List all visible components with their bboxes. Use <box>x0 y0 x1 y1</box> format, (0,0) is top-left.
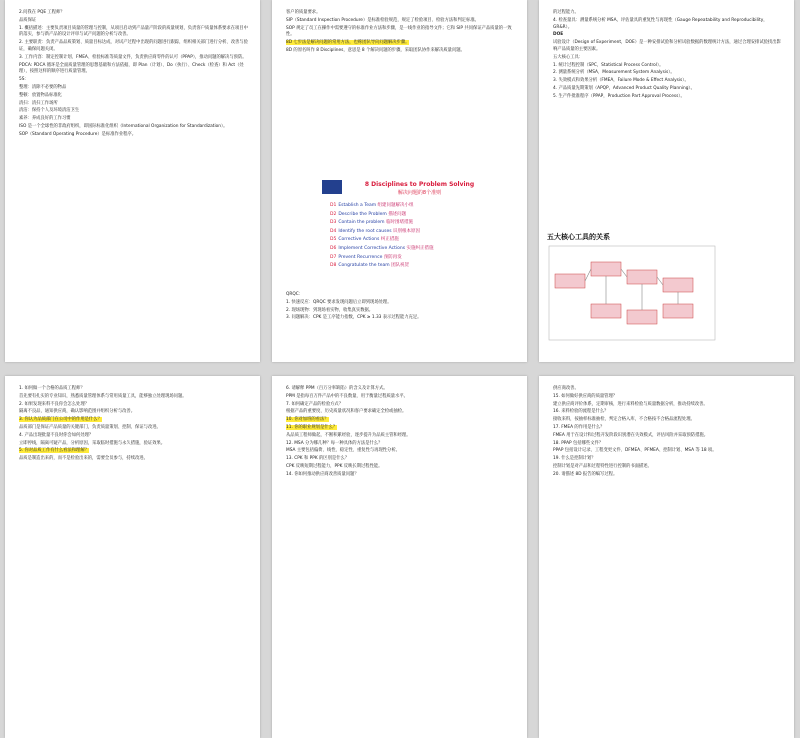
list-item: D2 Describe the Problem 描述问题 <box>330 211 407 217</box>
page-5-text <box>286 386 515 480</box>
paragraph: 2.问我在 PQE 工程师？ <box>19 10 65 15</box>
list-item: D8 Congratulate the team 团队祝贺 <box>330 263 410 269</box>
page-4-text <box>19 386 248 464</box>
paragraph: 的过程能力。 <box>553 10 579 15</box>
paragraph: 首先要有扎实的专业知识，熟悉质量管理体系与常用质量工具，能够独立处理现场问题。 <box>19 393 187 399</box>
paragraph: 隔离不良品，通知供应商，确认影响范围并组织分析与改善。 <box>19 409 136 415</box>
figure-title: 8 Disciplines to Problem Solving <box>364 181 475 188</box>
paragraph: 3. 工作内容：制定控制计划、FMEA、检验标准等质量文件，负责供应商零件的认可（PPAP），推动问题的解决与预防。 <box>19 54 247 60</box>
list-item: D1 Establish a Team 组建问题解决小组 <box>330 203 414 208</box>
paragraph: 4. 产品质量先期策划（APQP，Advanced Product Quality Planning）。 <box>553 85 695 91</box>
list-item: D4 Identify the root causes 识别根本原因 <box>330 228 420 234</box>
paragraph: 1. 快速反应：QRQC 要求发现问题后立即到现场处理。 <box>286 299 392 305</box>
paragraph: 2. 如果发现来料不良你会怎么处理？ <box>19 401 89 407</box>
paragraph: ISO 是一个全球性的非政府组织，即国际标准化组织（International Organization for Standardization）。 <box>19 123 228 129</box>
five-core-tools-figure <box>547 232 717 342</box>
figure-subtitle: 解决问题的8个准则 <box>397 190 442 196</box>
figure-title: 五大核心工具的关系 <box>547 233 610 241</box>
paragraph: 6. 请解释 PPM（百万分率缺陷）的含义及计算方式。 <box>286 386 388 391</box>
document-page-6 <box>539 376 794 738</box>
page-3-text <box>553 10 782 102</box>
paragraph: 5S： <box>19 77 29 83</box>
paragraph: 立即停线，隔离可疑产品，分析原因，采取临时措施与永久措施，验证效果。 <box>19 440 166 446</box>
highlighted-text: 5. 你对品质工作有什么看法和理解？ <box>19 448 89 454</box>
paragraph: 清扫：清扫工作场所 <box>19 100 58 106</box>
paragraph: 品质部门是保证产品质量的关键部门，负责质量策划、控制、保证与改进。 <box>19 424 161 430</box>
paragraph <box>286 425 515 432</box>
page-1-text <box>19 10 248 140</box>
paragraph: 19. 什么是控制计划？ <box>553 456 596 462</box>
document-page-5 <box>272 376 527 738</box>
core-tools-diagram <box>547 244 717 342</box>
list-item: D3 Contain the problem 临时围堵措施 <box>330 220 414 226</box>
paragraph: 15. 如何做好供应商的质量管理？ <box>553 393 618 399</box>
paragraph: 12. MSA 分为哪几种？每一种具体的方法是什么？ <box>286 440 383 446</box>
paragraph: PPAP 包括设计记录、工程变更文件、DFMEA、PFMEA、控制计划、MSA 等 18 项。 <box>553 448 717 454</box>
paragraph: 17. FMEA 的作用是什么？ <box>553 424 605 430</box>
highlighted-text: 10. 你对加班的看法？ <box>286 417 329 423</box>
paragraph: 8D 的原名叫作 8 Disciplines，意思是 8 个解决问题的步骤，采取团队协作来解决质量问题。 <box>286 47 465 53</box>
paragraph: FMEA 用于在设计和过程开发阶段识别潜在失效模式，评估风险并采取预防措施。 <box>553 432 708 438</box>
paragraph: 清洁：保持个人及环境清洁卫生 <box>19 108 80 114</box>
page-2-text-after <box>286 292 515 323</box>
paragraph: 控制计划是对产品和过程特性进行控制的书面描述。 <box>553 463 652 469</box>
paragraph: SOP 规定了员工在操作中需要遵守的标准作业方法和步骤，是一线作业的指导文件；它和 SIP 共同保证产品质量的一致性。 <box>286 25 512 38</box>
paragraph: 18. PPAP 包括哪些文件？ <box>553 440 604 446</box>
paragraph: 根据产品的重要度、历史质量状况和客户要求确定全检或抽检。 <box>286 409 407 415</box>
document-page-3 <box>539 0 794 362</box>
paragraph: 5. 生产件批准程序（PPAP，Production Part Approval Process）。 <box>553 93 685 99</box>
paragraph <box>286 40 515 47</box>
highlighted-text: 3. 你认为品质部门在公司中的作用是什么？ <box>19 417 102 423</box>
paragraph: 13. CPK 和 PPK 的区别是什么？ <box>286 456 350 462</box>
paragraph <box>19 448 248 455</box>
paragraph: 1. 概括描述：主要负责项目质量的管理与控制，从项目启动到产品量产阶段的质量规划，负责客户质量体系要求在项目中的落实，参与新产品的设计评审与试产问题的分析与改善。 <box>19 25 248 38</box>
paragraph: 2. 测量系统分析（MSA，Measurement System Analysis）。 <box>553 70 675 76</box>
document-page-4 <box>5 376 260 738</box>
paragraph: 4. 产品出现批量不良时你会如何处理？ <box>19 432 94 438</box>
list-item: D7 Prevent Recurrence 预防再发 <box>330 254 402 260</box>
paragraph: 3. 问题解决：CPK 是工序能力指数，CPK ≥ 1.33 表示过程能力充足。 <box>286 315 422 321</box>
paragraph: 4. 检查量具：测量系统分析 MSA，评估量具的重复性与再现性（Gauge Repeatability and Reproducibility，GR&R）。 <box>553 17 768 30</box>
paragraph: QRQC： <box>286 292 304 297</box>
paragraph: 2. 主要职责：负责产品品质策划、质量目标达成，对试产过程中出现的问题进行跟踪，组织相关部门进行分析、改善与验证，确保问题关闭。 <box>19 40 248 52</box>
paragraph: 20. 请描述 8D 报告的编写过程。 <box>553 471 618 477</box>
paragraph: SIP（Standard Inspection Procedure）是标准检验规范，规定了检验项目、检验方法和判定标准。 <box>286 17 479 23</box>
paragraph: PDCA: PDCA 循环是全面质量管理的思想基础和方法依据，即 Plan（计划）、Do（执行）、Check（检查）和 Act（处理），按照这样的顺序进行质量管理。 <box>19 62 244 75</box>
paragraph: 16. 来料检验的流程是什么？ <box>553 409 609 415</box>
paragraph <box>19 417 248 424</box>
paragraph <box>286 417 515 424</box>
paragraph: DOE <box>553 32 564 38</box>
paragraph: MSA 主要包括偏倚、线性、稳定性、重复性与再现性分析。 <box>286 448 400 454</box>
highlighted-text: 8D 七步法是解决问题的常用方法，也称团队导向问题解决步骤。 <box>286 40 410 46</box>
document-page-1 <box>5 0 260 362</box>
paragraph: 品质是制造出来的，而不是检验出来的，需要全员参与，持续改进。 <box>19 456 148 462</box>
paragraph: 素养：养成良好的工作习惯 <box>19 116 71 122</box>
discipline-list <box>330 202 434 271</box>
paragraph: 整顿：放置物品标准化 <box>19 92 62 98</box>
paragraph: 试验设计（Design of Experiment，DOE）是一种安排试验和分析试验数据的数理统计方法，通过合理安排试验找出影响产品质量的主要因素。 <box>553 40 781 52</box>
paragraph: SOP（Standard Operating Procedure）是标准作业程序。 <box>19 131 137 137</box>
document-page-2 <box>272 0 527 362</box>
paragraph: 14. 你如何推动供应商改善质量问题？ <box>286 471 359 477</box>
paragraph: CPK 反映短期过程能力，PPK 反映长期过程性能。 <box>286 463 383 469</box>
list-item: D5 Corrective Actions 纠正措施 <box>330 237 399 243</box>
paragraph: 品质保证 <box>19 17 37 23</box>
paragraph: 7. 如何确定产品的检验方式？ <box>286 401 344 407</box>
page-2-text <box>286 10 515 56</box>
paragraph: 客户的质量要求。 <box>286 10 321 15</box>
paragraph: 接收来料，按抽样标准抽检，判定合格入库，不合格按不合格品流程处理。 <box>553 417 695 423</box>
highlighted-text: 11. 你的职业规划是什么？ <box>286 424 338 430</box>
list-item: D6 Implement Corrective Actions 实施纠正措施 <box>330 245 434 251</box>
paragraph: 供应商改善。 <box>553 386 579 391</box>
paragraph: 整理：清除不必要的物品 <box>19 84 67 90</box>
paragraph: 1. 如何做一个合格的品质工程师？ <box>19 386 85 391</box>
8d-disciplines-figure <box>322 180 492 285</box>
paragraph: PPM 是指每百万件产品中的不良数量，用于衡量过程质量水平。 <box>286 393 408 399</box>
paragraph: 从品质工程师做起，不断积累经验，逐步提升为品质主管和经理。 <box>286 432 411 438</box>
paragraph: 建立供应商评价体系，定期审核，进行来料检验与质量数据分析，推动持续改善。 <box>553 401 708 407</box>
paragraph: 1. 统计过程控制（SPC，Statistical Process Control）。 <box>553 62 664 68</box>
page-6-text <box>553 386 782 480</box>
paragraph: 2. 现场现物：到现场看实物，收集真实数据。 <box>286 307 374 313</box>
paragraph: 五大核心工具： <box>553 54 584 60</box>
paragraph: 3. 失效模式和效果分析（FMEA，Failure Mode & Effect Analysis）。 <box>553 78 689 84</box>
logo-icon <box>322 180 342 194</box>
